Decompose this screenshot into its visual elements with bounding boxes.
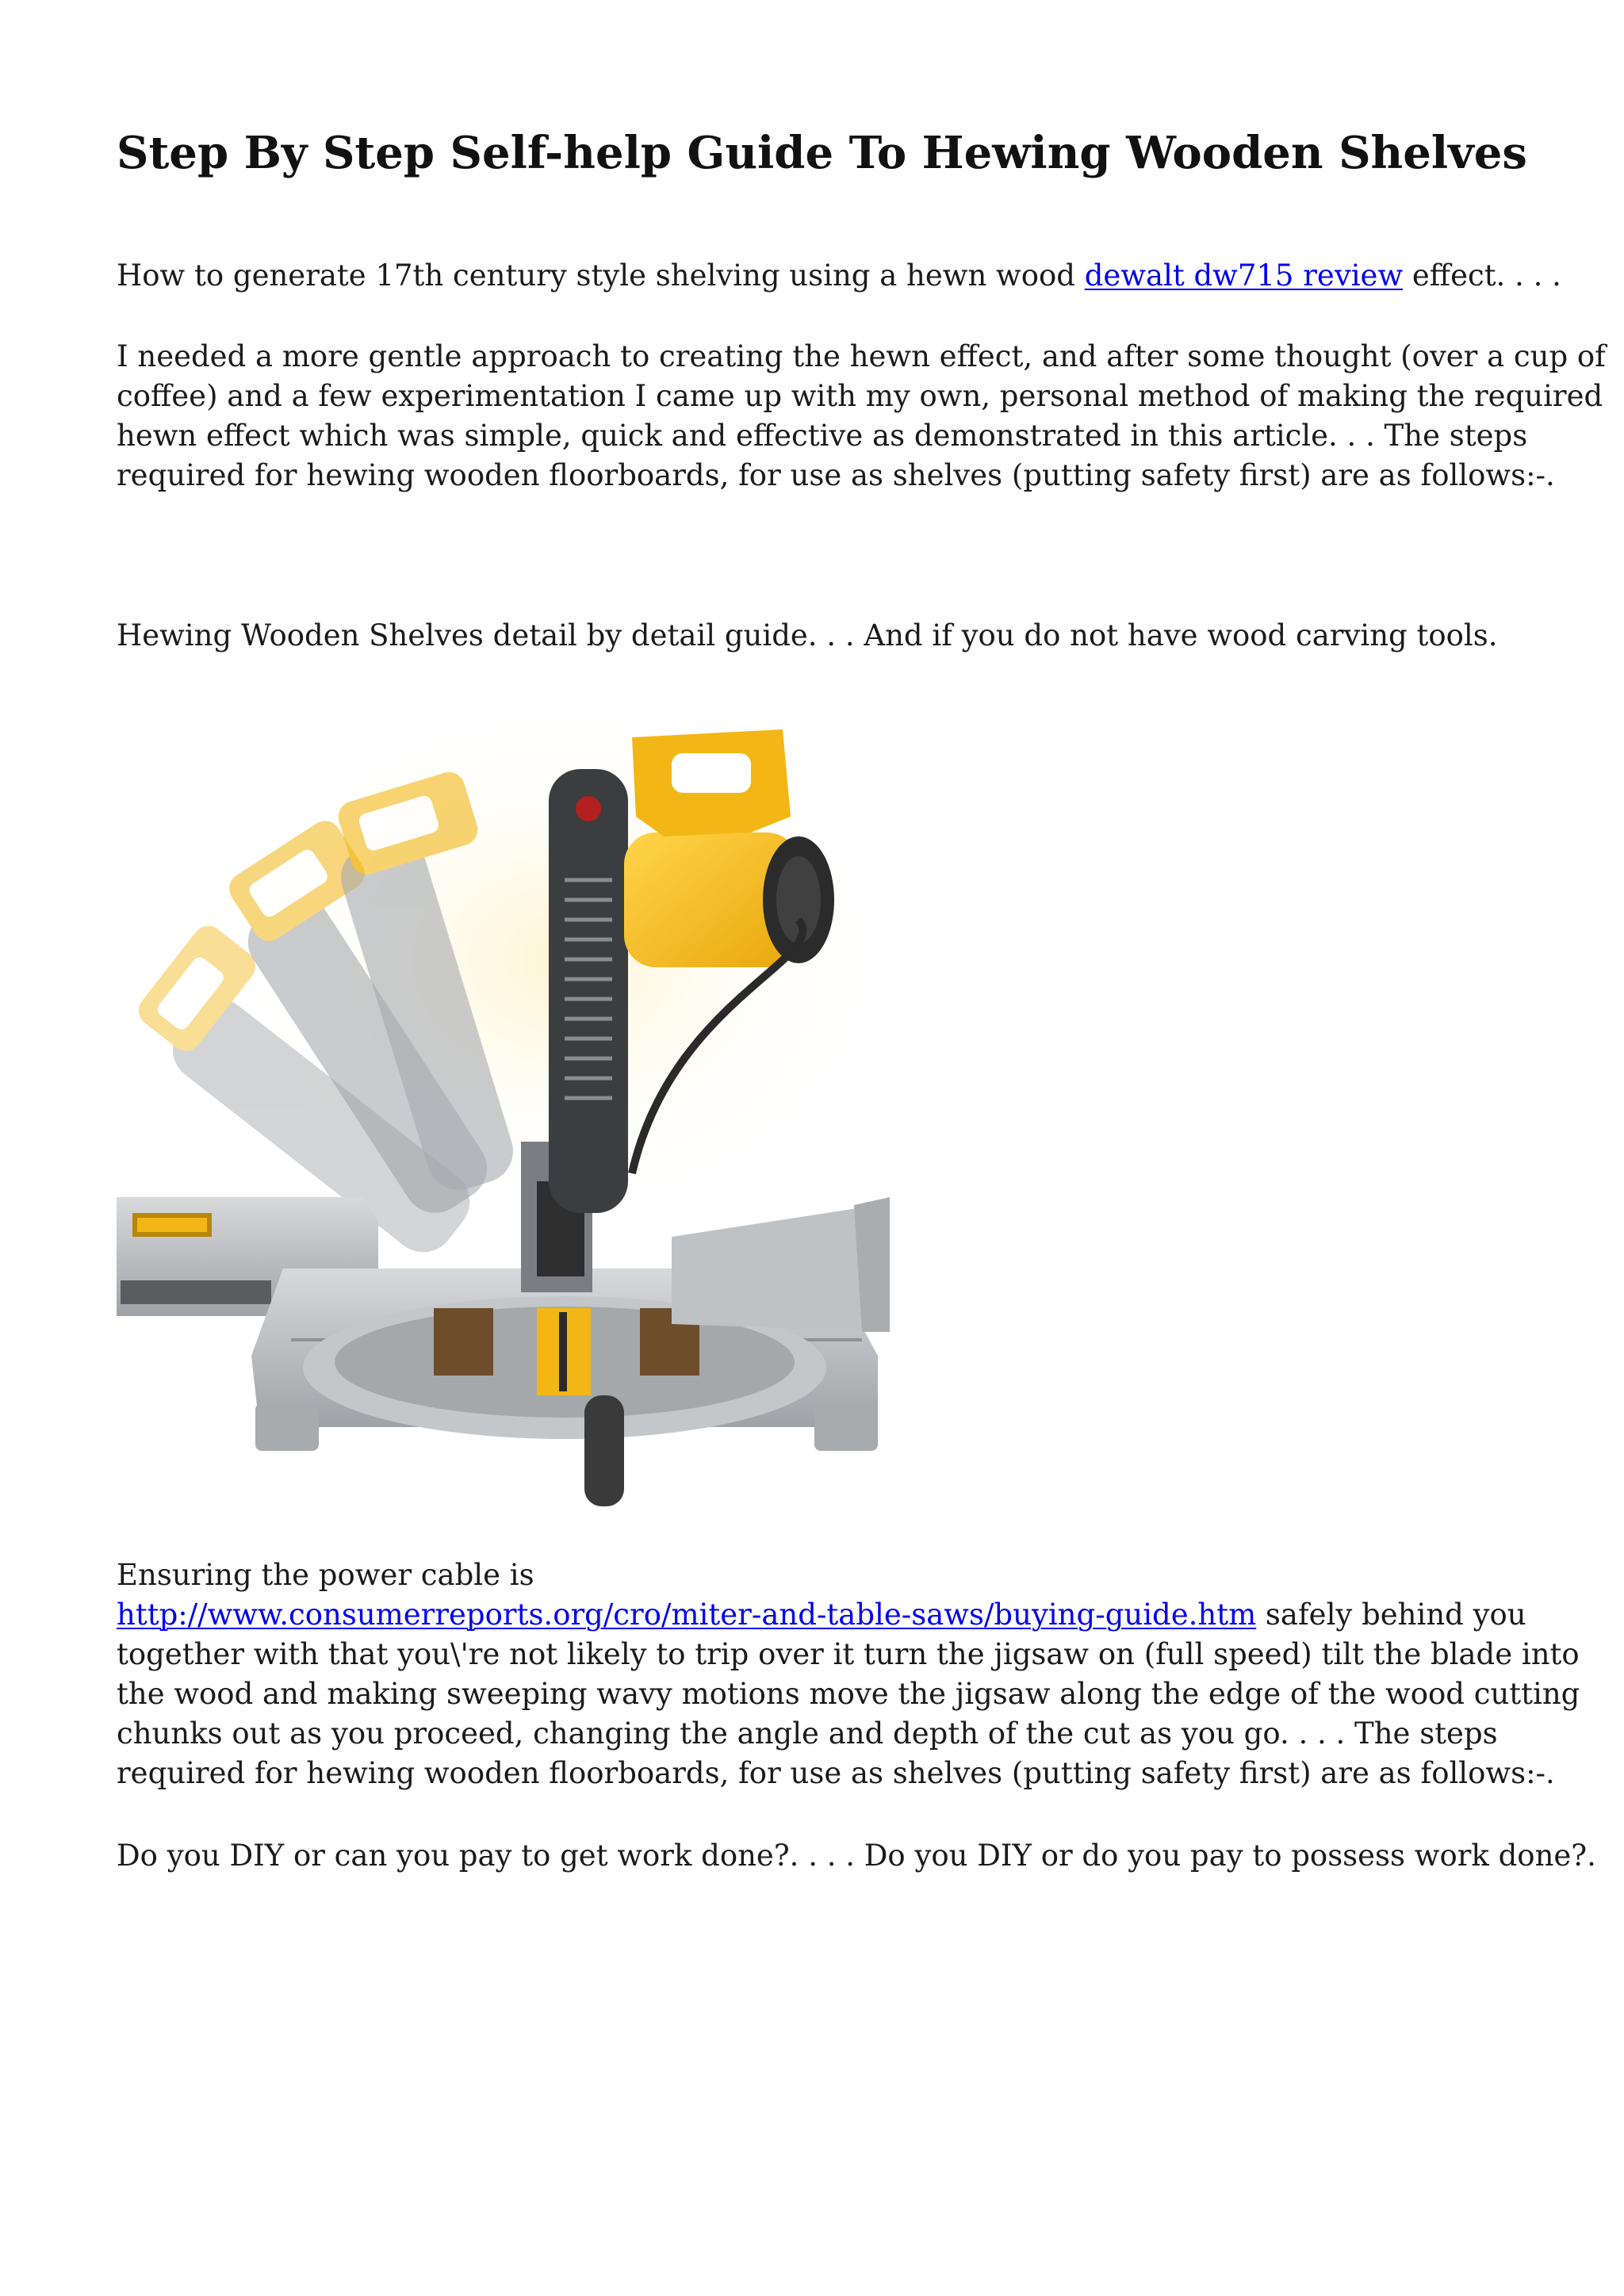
article-title: Step By Step Self-help Guide To Hewing Wooden Shelves <box>117 127 1527 179</box>
method-line-2: coffee) and a few experimentation I came up with my own, personal method of making the required <box>117 379 1603 413</box>
guide-paragraph <box>117 616 1512 656</box>
intro-text-after: effect. . . . <box>1403 258 1561 293</box>
miter-handle <box>584 1395 624 1506</box>
safety-line-1: Ensuring the power cable is <box>117 1558 534 1592</box>
safety-line-3: together with that you\'re not likely to trip over it turn the jigsaw on (full speed) tilt the blade into <box>117 1637 1580 1671</box>
method-paragraph <box>117 337 1606 496</box>
dewalt-review-link[interactable]: dewalt dw715 review <box>1084 258 1404 293</box>
safety-line-2-after: safely behind you <box>1256 1598 1526 1632</box>
intro-text-before: How to generate 17th century style shelving using a hewn wood <box>117 258 1085 293</box>
method-line-1: I needed a more gentle approach to creating the hewn effect, and after some thought (over a cup of <box>117 339 1606 373</box>
guide-line: Hewing Wooden Shelves detail by detail guide. . . And if you do not have wood carving tools. <box>117 618 1498 652</box>
safety-paragraph <box>117 1556 1580 1793</box>
method-line-4: required for hewing wooden floorboards, for use as shelves (putting safety first) are as follows:-. <box>117 458 1555 492</box>
safety-line-4: the wood and making sweeping wavy motions move the jigsaw along the edge of the wood cutting <box>117 1677 1580 1711</box>
method-line-3: hewn effect which was simple, quick and effective as demonstrated in this article. . . The steps <box>117 419 1528 453</box>
safety-line-6: required for hewing wooden floorboards, for use as shelves (putting safety first) are as follows:-. <box>117 1756 1555 1790</box>
diy-paragraph <box>117 1836 1596 1876</box>
consumer-reports-link[interactable]: http://www.consumerreports.org/cro/miter-and-table-saws/buying-guide.htm <box>117 1598 1257 1632</box>
intro-paragraph <box>117 256 1561 296</box>
miter-saw-image <box>117 698 933 1518</box>
right-fence <box>672 1205 886 1332</box>
diy-line: Do you DIY or can you pay to get work done?. . . . Do you DIY or do you pay to possess work done?. <box>117 1839 1596 1873</box>
safety-line-5: chunks out as you proceed, changing the angle and depth of the cut as you go. . . . The steps <box>117 1716 1498 1751</box>
blade-guard <box>549 769 628 1213</box>
